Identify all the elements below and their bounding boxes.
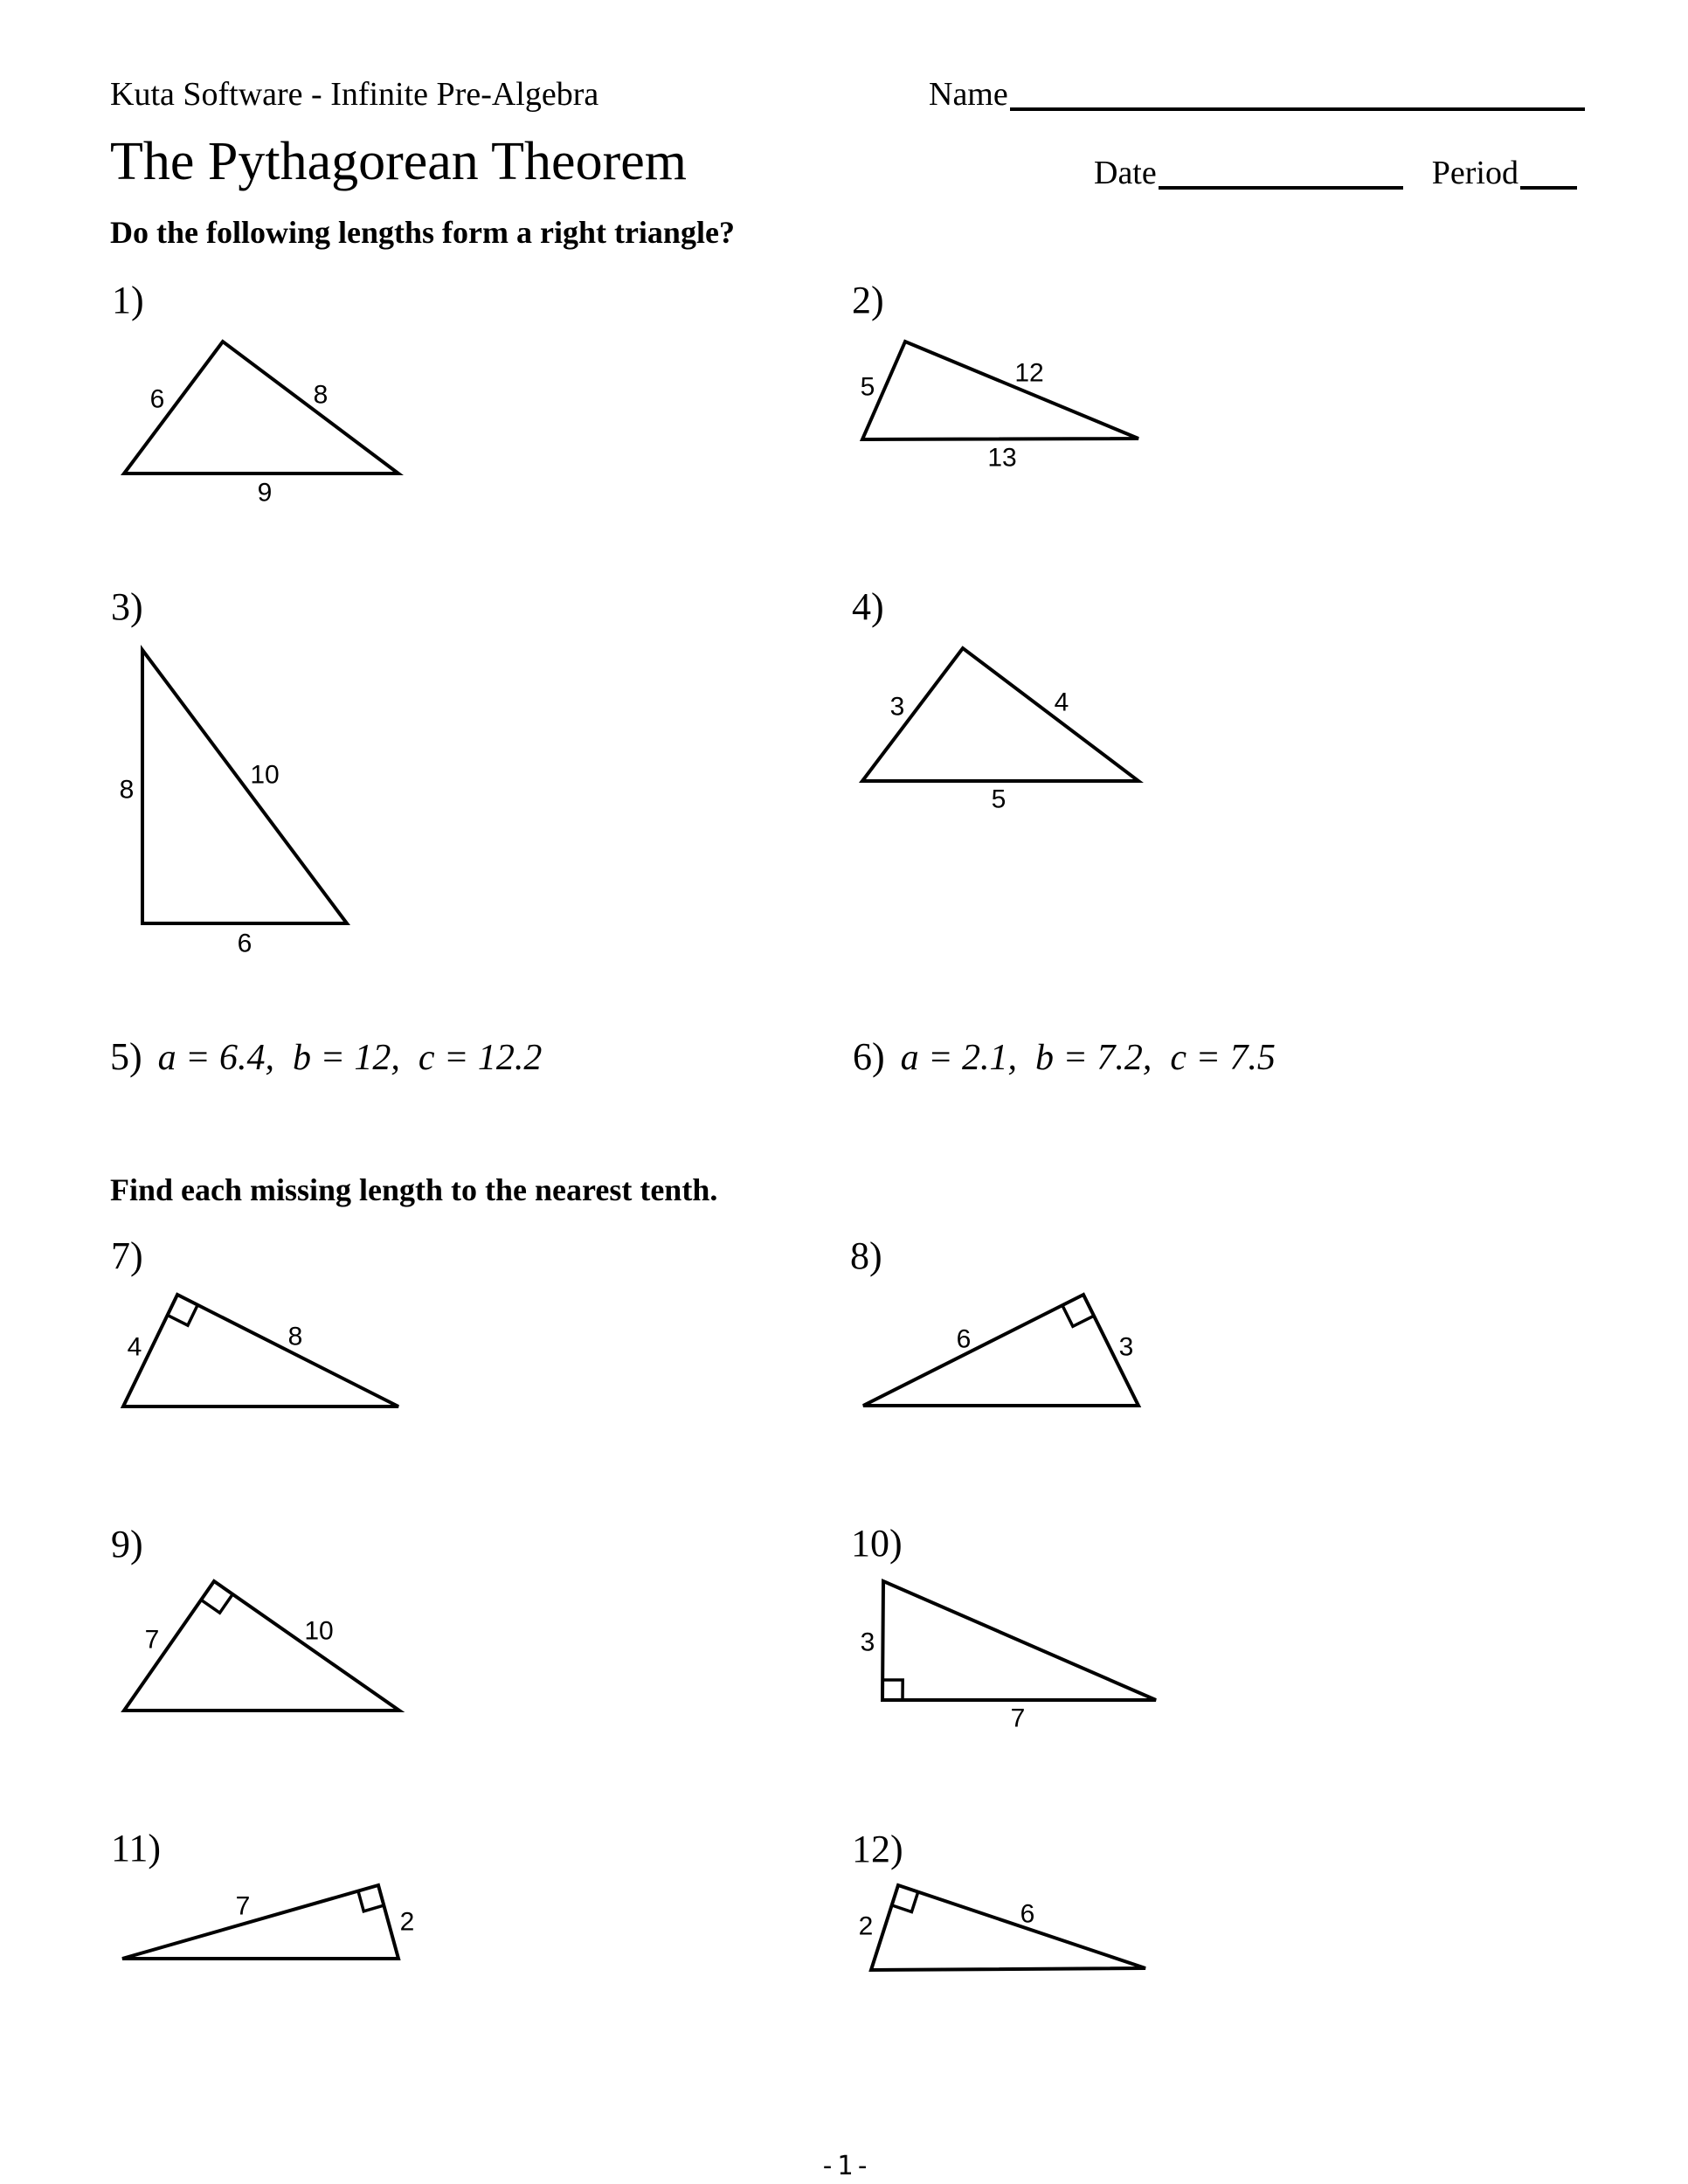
triangle-figure-7 bbox=[123, 1295, 398, 1406]
triangle-figure-3 bbox=[142, 650, 347, 923]
problem-expression: a = 6.4, b = 12, c = 12.2 bbox=[157, 1038, 543, 1078]
side-length-label: 6 bbox=[237, 929, 253, 958]
problem-number: 6) bbox=[853, 1035, 885, 1078]
triangle-figure-11 bbox=[122, 1885, 398, 1959]
triangle-figure-2 bbox=[862, 342, 1138, 439]
side-length-label: 13 bbox=[987, 443, 1017, 473]
section-1-instruction: Do the following lengths form a right triangle? bbox=[110, 215, 735, 250]
problem-9 bbox=[111, 1525, 143, 1564]
side-length-label: 6 bbox=[1020, 1899, 1035, 1929]
side-length-label: 7 bbox=[235, 1891, 251, 1921]
right-angle-marker bbox=[201, 1594, 232, 1613]
side-length-label: 8 bbox=[313, 380, 329, 410]
triangle-figure-8 bbox=[863, 1295, 1138, 1406]
problem-number: 12) bbox=[852, 1828, 903, 1870]
side-length-label: 8 bbox=[287, 1322, 303, 1351]
problem-5 bbox=[110, 1035, 543, 1078]
side-length-label: 12 bbox=[1014, 358, 1044, 388]
triangle-figure-9 bbox=[124, 1581, 399, 1711]
problem-3 bbox=[111, 585, 143, 628]
worksheet-brand: Kuta Software - Infinite Pre-Algebra bbox=[110, 76, 599, 113]
side-length-label: 10 bbox=[250, 760, 280, 790]
side-length-label: 5 bbox=[991, 784, 1007, 814]
problem-4 bbox=[852, 585, 884, 628]
problem-number: 2) bbox=[852, 279, 884, 321]
triangle-figure-12 bbox=[871, 1885, 1145, 1970]
side-length-label: 6 bbox=[149, 384, 165, 414]
problem-number: 4) bbox=[852, 585, 884, 628]
problem-1 bbox=[112, 281, 144, 320]
side-length-label: 4 bbox=[127, 1332, 142, 1362]
problem-number: 7) bbox=[111, 1234, 143, 1277]
side-length-label: 3 bbox=[860, 1628, 875, 1657]
problem-number: 10) bbox=[851, 1522, 903, 1565]
period-label: Period bbox=[1431, 155, 1519, 191]
problem-number: 8) bbox=[850, 1234, 882, 1277]
right-angle-marker bbox=[882, 1680, 903, 1700]
triangle-figure-1 bbox=[124, 342, 398, 473]
problem-number: 11) bbox=[111, 1827, 162, 1870]
side-length-label: 2 bbox=[858, 1911, 874, 1941]
side-length-label: 8 bbox=[119, 775, 135, 805]
problem-7 bbox=[111, 1234, 143, 1277]
problem-6 bbox=[853, 1035, 1276, 1078]
problem-8 bbox=[850, 1234, 882, 1277]
problem-number: 1) bbox=[112, 279, 144, 321]
side-length-label: 3 bbox=[889, 692, 905, 722]
problem-11 bbox=[111, 1829, 161, 1868]
date-label: Date bbox=[1094, 155, 1157, 191]
side-length-label: 3 bbox=[1118, 1332, 1134, 1362]
page-number: -1- bbox=[820, 2151, 873, 2181]
problem-number: 3) bbox=[111, 585, 143, 628]
side-length-label: 4 bbox=[1054, 688, 1069, 717]
problem-10 bbox=[851, 1524, 903, 1563]
side-length-label: 7 bbox=[144, 1625, 160, 1655]
problem-expression: a = 2.1, b = 7.2, c = 7.5 bbox=[900, 1038, 1276, 1078]
problem-number: 9) bbox=[111, 1523, 143, 1565]
name-label: Name bbox=[929, 76, 1008, 113]
side-length-label: 10 bbox=[304, 1616, 334, 1646]
side-length-label: 2 bbox=[399, 1907, 415, 1937]
side-length-label: 5 bbox=[860, 372, 875, 402]
section-2-instruction: Find each missing length to the nearest tenth. bbox=[110, 1172, 718, 1207]
problem-12 bbox=[852, 1830, 903, 1869]
problem-number: 5) bbox=[110, 1035, 142, 1078]
side-length-label: 9 bbox=[257, 478, 273, 508]
problem-2 bbox=[852, 281, 884, 320]
worksheet-title: The Pythagorean Theorem bbox=[110, 132, 687, 191]
triangle-figure-10 bbox=[882, 1581, 1156, 1700]
side-length-label: 7 bbox=[1010, 1704, 1026, 1733]
side-length-label: 6 bbox=[956, 1324, 972, 1354]
